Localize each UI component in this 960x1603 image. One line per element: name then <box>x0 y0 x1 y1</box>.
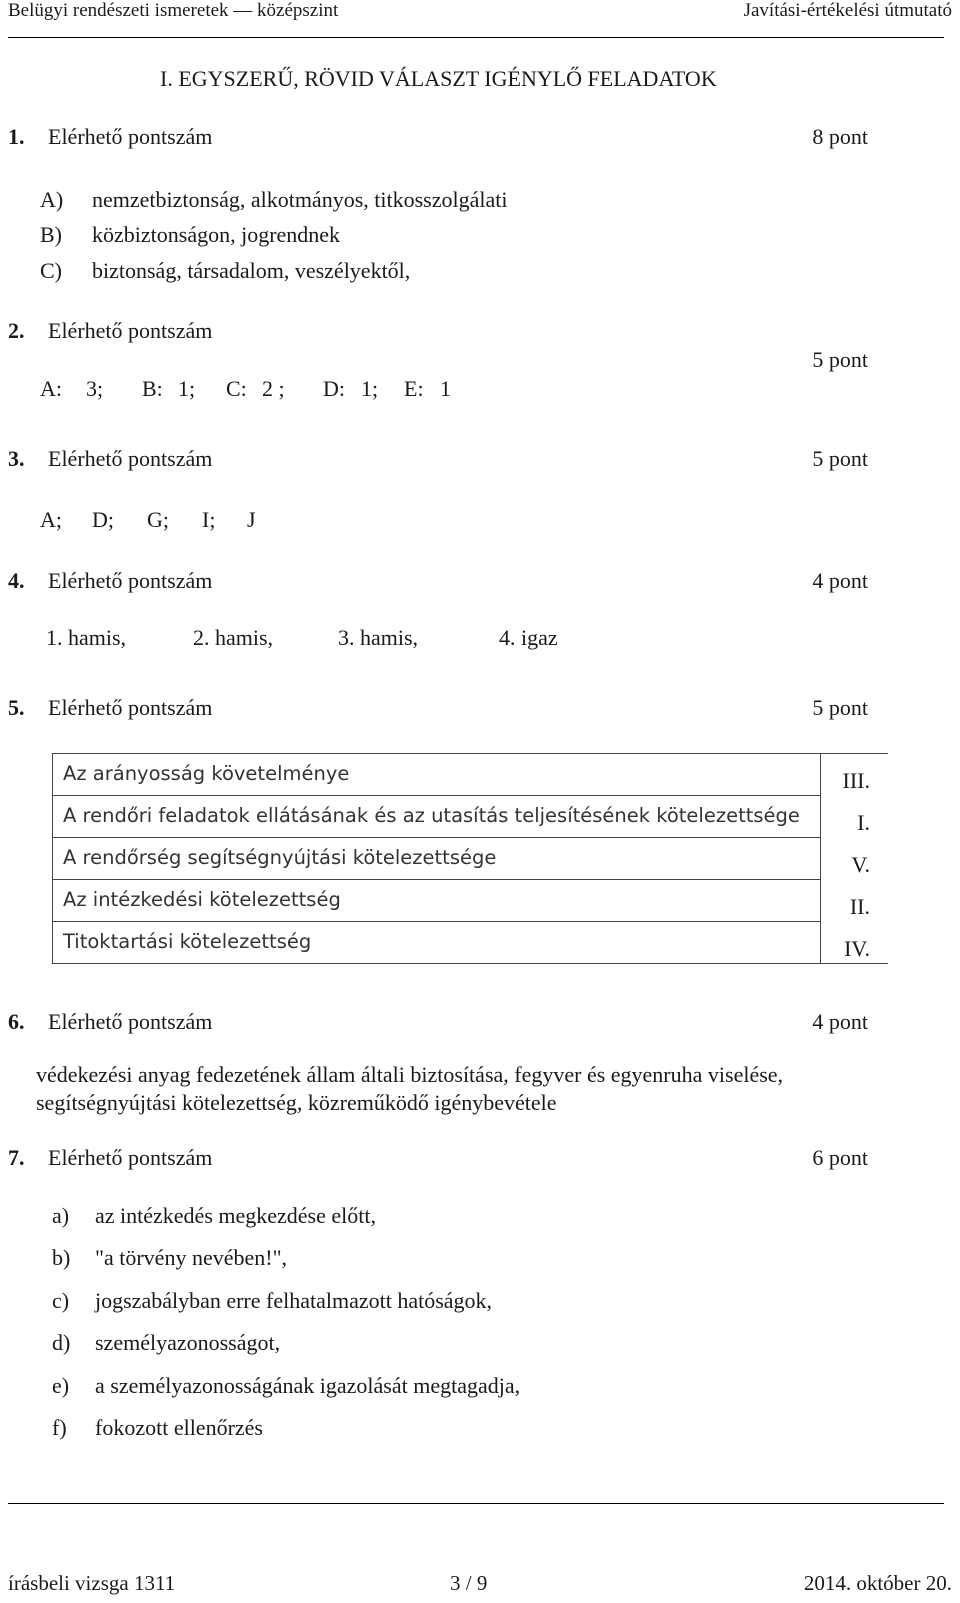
task-2-answer-value: 3; <box>86 376 104 401</box>
task-3-answer: G; <box>147 507 169 532</box>
table-row <box>53 754 889 796</box>
table-row <box>53 796 889 838</box>
task-3-number: 3. <box>8 446 25 471</box>
task-6-number: 6. <box>8 1009 25 1034</box>
task-7-answer-text: jogszabályban erre felhatalmazott hatóságok, <box>95 1288 493 1313</box>
task-2-answer-value: 1; <box>178 376 196 401</box>
task-4-answer: 3. hamis, <box>338 625 419 650</box>
table-cell-statement: Az intézkedési kötelezettség <box>53 880 821 922</box>
task-2-answer-key: B: <box>142 376 163 401</box>
task-7-label: Elérhető pontszám <box>48 1145 213 1170</box>
task-2-answer-key: E: <box>404 376 424 401</box>
task-3-answer: I; <box>202 507 216 532</box>
footer-page-number: 3 / 9 <box>450 1571 488 1595</box>
task-2-answer-key: C: <box>226 376 247 401</box>
task-2-points: 5 pont <box>812 347 868 372</box>
section-title: I. EGYSZERŰ, RÖVID VÁLASZT IGÉNYLŐ FELADATOK <box>160 66 717 91</box>
task-7-answer-letter: b) <box>52 1245 71 1270</box>
table-row <box>53 838 889 880</box>
task-2-number: 2. <box>8 318 25 343</box>
table-cell-answer: I. <box>820 796 888 838</box>
task-7-answer-text: az intézkedés megkezdése előtt, <box>95 1203 376 1228</box>
task-2-answer-value: 1 <box>440 376 451 401</box>
task-7-answer-text: "a törvény nevében!", <box>95 1245 288 1270</box>
task-6-points: 4 pont <box>812 1009 868 1034</box>
task-7-number: 7. <box>8 1145 25 1170</box>
table-cell-answer: IV. <box>820 922 888 964</box>
task-7-points: 6 pont <box>812 1145 868 1170</box>
task-1-number: 1. <box>8 124 25 149</box>
footer-divider <box>8 1503 944 1504</box>
header-subtitle: Javítási-értékelési útmutató <box>743 0 952 21</box>
task-7-answer-text: a személyazonosságának igazolását megtagadja, <box>95 1373 521 1398</box>
table-row <box>53 880 889 922</box>
task-3-points: 5 pont <box>812 446 868 471</box>
table-row <box>53 922 889 964</box>
task-3-answer: D; <box>92 507 114 532</box>
task-1-answer-text: biztonság, társadalom, veszélyektől, <box>92 258 411 283</box>
task-2-answer-key: D: <box>323 376 345 401</box>
task-1-answer-letter: A) <box>40 187 64 212</box>
table-cell-answer: II. <box>820 880 888 922</box>
task-7-answer-letter: f) <box>52 1415 67 1440</box>
task-2-label: Elérhető pontszám <box>48 318 213 343</box>
task-7-answer-text: fokozott ellenőrzés <box>95 1415 263 1440</box>
table-cell-statement: Titoktartási kötelezettség <box>53 922 821 964</box>
task-6-label: Elérhető pontszám <box>48 1009 213 1034</box>
task-2-answer-key: A: <box>40 376 62 401</box>
table-cell-statement: A rendőri feladatok ellátásának és az utasítás teljesítésének kötelezettsége <box>53 796 821 838</box>
task-4-number: 4. <box>8 568 25 593</box>
task-4-answer: 2. hamis, <box>193 625 274 650</box>
header-title: Belügyi rendészeti ismeretek — középszint <box>8 0 339 21</box>
task-3-answer: A; <box>40 507 62 532</box>
header-divider <box>8 37 944 38</box>
table-cell-answer: III. <box>820 754 888 796</box>
task-1-answer-text: nemzetbiztonság, alkotmányos, titkosszolgálati <box>92 187 508 212</box>
task-3-answer: J <box>247 507 256 532</box>
task-1-answer-letter: B) <box>40 222 62 247</box>
task-5-points: 5 pont <box>812 695 868 720</box>
task-1-points: 8 pont <box>812 124 868 149</box>
task-4-label: Elérhető pontszám <box>48 568 213 593</box>
task-4-answer: 1. hamis, <box>46 625 127 650</box>
task-5-label: Elérhető pontszám <box>48 695 213 720</box>
task-1-answer-text: közbiztonságon, jogrendnek <box>92 222 341 247</box>
footer-date: 2014. október 20. <box>803 1571 952 1595</box>
task-4-answer: 4. igaz <box>499 625 558 650</box>
task-7-answer-letter: c) <box>52 1288 70 1313</box>
task-5-matching-table <box>52 753 888 964</box>
task-2-answer-value: 1; <box>361 376 379 401</box>
footer-exam-code: írásbeli vizsga 1311 <box>8 1571 176 1595</box>
task-6-answer-line: segítségnyújtási kötelezettség, közreműködő igénybevétele <box>36 1090 557 1115</box>
task-6-answer-line: védekezési anyag fedezetének állam általi biztosítása, fegyver és egyenruha viselése, <box>36 1062 784 1087</box>
task-3-label: Elérhető pontszám <box>48 446 213 471</box>
task-4-points: 4 pont <box>812 568 868 593</box>
task-7-answer-text: személyazonosságot, <box>95 1330 281 1355</box>
table-cell-statement: Az arányosság követelménye <box>53 754 821 796</box>
table-cell-statement: A rendőrség segítségnyújtási kötelezettsége <box>53 838 821 880</box>
task-2-answer-value: 2 ; <box>262 376 285 401</box>
task-1-label: Elérhető pontszám <box>48 124 213 149</box>
task-5-number: 5. <box>8 695 25 720</box>
task-1-answer-letter: C) <box>40 258 62 283</box>
task-7-answer-letter: e) <box>52 1373 70 1398</box>
table-cell-answer: V. <box>820 838 888 880</box>
task-7-answer-letter: d) <box>52 1330 71 1355</box>
task-7-answer-letter: a) <box>52 1203 70 1228</box>
